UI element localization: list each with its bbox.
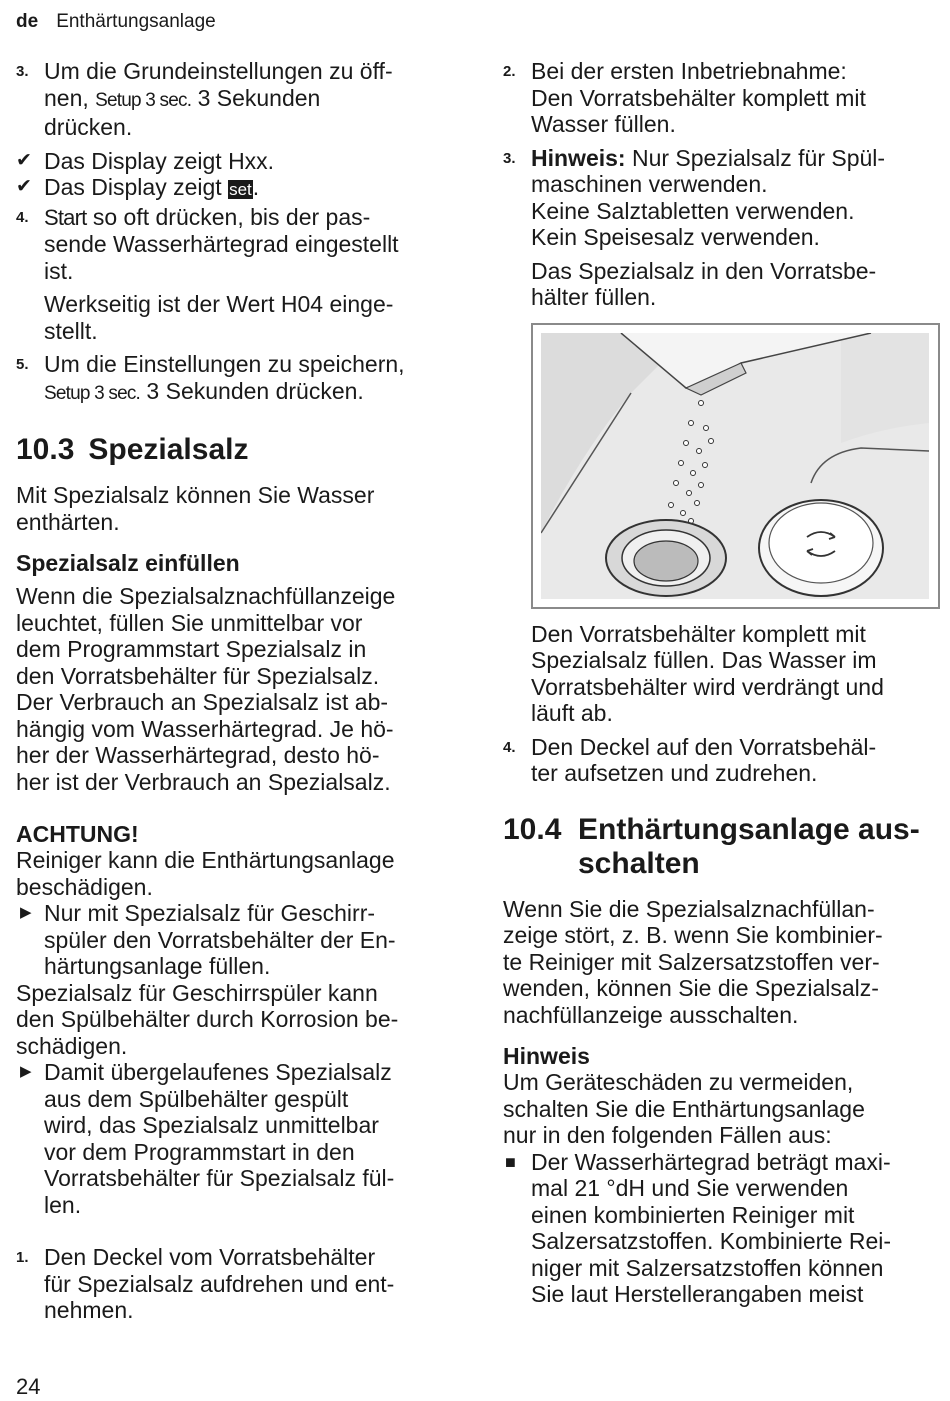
triangle-bullet-icon: ▶ [20, 904, 32, 921]
step-number: 5. [16, 356, 29, 373]
step-3-note: Das Spezialsalz in den Vorratsbe- hälter füllen. [531, 257, 877, 310]
step-2-wasser-fuellen: 2. Bei der ersten Inbetriebnahme: Den Vorratsbehälter komplett mit Wasser füllen. [503, 58, 866, 137]
warning-instruction: ▶ Nur mit Spezialsalz für Geschirr- spüler den Vorratsbehälter der En- härtungsanlage füllen. [20, 900, 396, 979]
square-bullet-icon: ■ [505, 1151, 516, 1172]
step-number: 3. [16, 63, 29, 80]
subheading-spezialsalz-einfuellen: Spezialsalz einfüllen [16, 550, 240, 576]
hint-text: Um Geräteschäden zu vermeiden, schalten Sie die Enthärtungsanlage nur in den folgenden Fällen aus: [503, 1069, 865, 1148]
setup-key-label: Setup 3 sec. [95, 89, 192, 111]
result-display-hxx: ✔ Das Display zeigt Hxx. [16, 147, 275, 174]
step-text: drücken. [44, 114, 133, 140]
step-5-speichern: 5. Um die Einstellungen zu speichern, Setup 3 sec. 3 Sekunden drücken. [16, 351, 405, 404]
salt-filling-illustration [531, 323, 940, 609]
condition-bullet: ■ Der Wasserhärtegrad beträgt maxi- mal 21 °dH und Sie verwenden einen kombinierten Reiniger mit Salzersatzstoffen. Kombinierte Rei- niger mit Salzersatzstoffen können Sie laut Herstellerangaben meist [505, 1148, 892, 1307]
section-heading-10-4: 10.4 Enthärtungsanlage aus- schalten [503, 812, 920, 880]
left-column [16, 58, 456, 1324]
header-title: Enthärtungsanlage [56, 11, 216, 32]
set-display-badge: set [229, 180, 252, 199]
step-3-hinweis: 3. Hinweis: Nur Spezialsalz für Spül- maschinen verwenden. Keine Salztabletten verwenden. Kein Speisesalz verwenden. [503, 144, 886, 250]
section-intro: Mit Spezialsalz können Sie Wasser enthärten. [16, 482, 375, 535]
step-3-grundeinstellungen [16, 58, 456, 141]
step-text: nen, Setup 3 sec. 3 Sekunden [44, 84, 321, 111]
after-figure-text: Den Vorratsbehälter komplett mit Spezialsalz füllen. Das Wasser im Vorratsbehälter wird verdrängt und läuft ab. [531, 620, 884, 726]
step-number: 2. [503, 63, 516, 80]
step-4-start: 4. Start so oft drücken, bis der pas- sende Wasserhärtegrad eingestellt ist. [16, 203, 399, 284]
triangle-bullet-icon: ▶ [20, 1063, 32, 1080]
step-4-deckel-aufsetzen: 4. Den Deckel auf den Vorratsbehäl- ter aufsetzen und zudrehen. [503, 733, 877, 786]
section-heading-10-3: 10.3 Spezialsalz [16, 433, 249, 466]
hint-heading: Hinweis [503, 1043, 590, 1069]
page-number: 24 [16, 1374, 41, 1399]
step-number: 4. [16, 208, 29, 226]
setup-key-label: Setup 3 sec. [44, 382, 141, 404]
refill-paragraph: Wenn die Spezialsalznachfüllanzeige leuchtet, füllen Sie unmittelbar vor dem Programmstart Spezialsalz in den Vorratsbehälter für Spezialsalz. Der Verbrauch an Spezialsalz ist ab- hängig vom Wasserhärtegrad. Je hö- her der Wasserhärtegrad, desto hö- her ist der Verbrauch an Spezialsalz. [16, 583, 396, 795]
step-number: 4. [503, 738, 516, 756]
warning-heading: ACHTUNG! [16, 821, 139, 847]
start-key-label: Start [44, 204, 87, 230]
step-number: 3. [503, 149, 516, 167]
check-icon: ✔ [16, 176, 32, 197]
result-display-set: ✔ Das Display zeigt set. [16, 174, 260, 200]
page-header [16, 10, 216, 34]
hint-label: Hinweis: [531, 144, 626, 171]
warning-block: ACHTUNG! Reiniger kann die Enthärtungsanlage beschädigen. ▶ Nur mit Spezialsalz für Geschirr- spüler den Vorratsbehälter der En- härtungsanlage füllen. Spezialsalz für Geschirrspüler kann den Spülbehälter durch Korrosion be- schädigen. ▶ Damit übergelaufenes Spezialsalz aus dem Spülbehälter gespült wird, das Spezialsalz unmittelbar vor dem Programmstart in den Vorratsbehälter für Spezialsalz fül- len. [16, 821, 456, 1218]
check-icon: ✔ [16, 149, 32, 171]
step-1-deckel-aufdrehen: 1. Den Deckel vom Vorratsbehälter für Spezialsalz aufdrehen und ent- nehmen. [16, 1244, 395, 1323]
step-text: Um die Grundeinstellungen zu öff- [44, 58, 393, 84]
salt-container-drawing [541, 333, 929, 599]
warning-instruction: ▶ Damit übergelaufenes Spezialsalz aus dem Spülbehälter gespült wird, das Spezialsalz unmittelbar vor dem Programmstart in den Vorratsbehälter für Spezialsalz fül- len. [20, 1059, 395, 1218]
right-column [503, 58, 943, 1308]
step-number: 1. [16, 1249, 29, 1266]
disable-paragraph: Wenn Sie die Spezialsalznachfüllan- zeige stört, z. B. wenn Sie kombinier- te Reiniger mit Salzersatzstoffen ver- wenden, können Sie die Spezialsalz- nachfüllanzeige ausschalten. [503, 895, 883, 1028]
language-code: de [16, 11, 39, 32]
step-4-note: Werkseitig ist der Wert H04 einge- stellt. [44, 291, 394, 344]
